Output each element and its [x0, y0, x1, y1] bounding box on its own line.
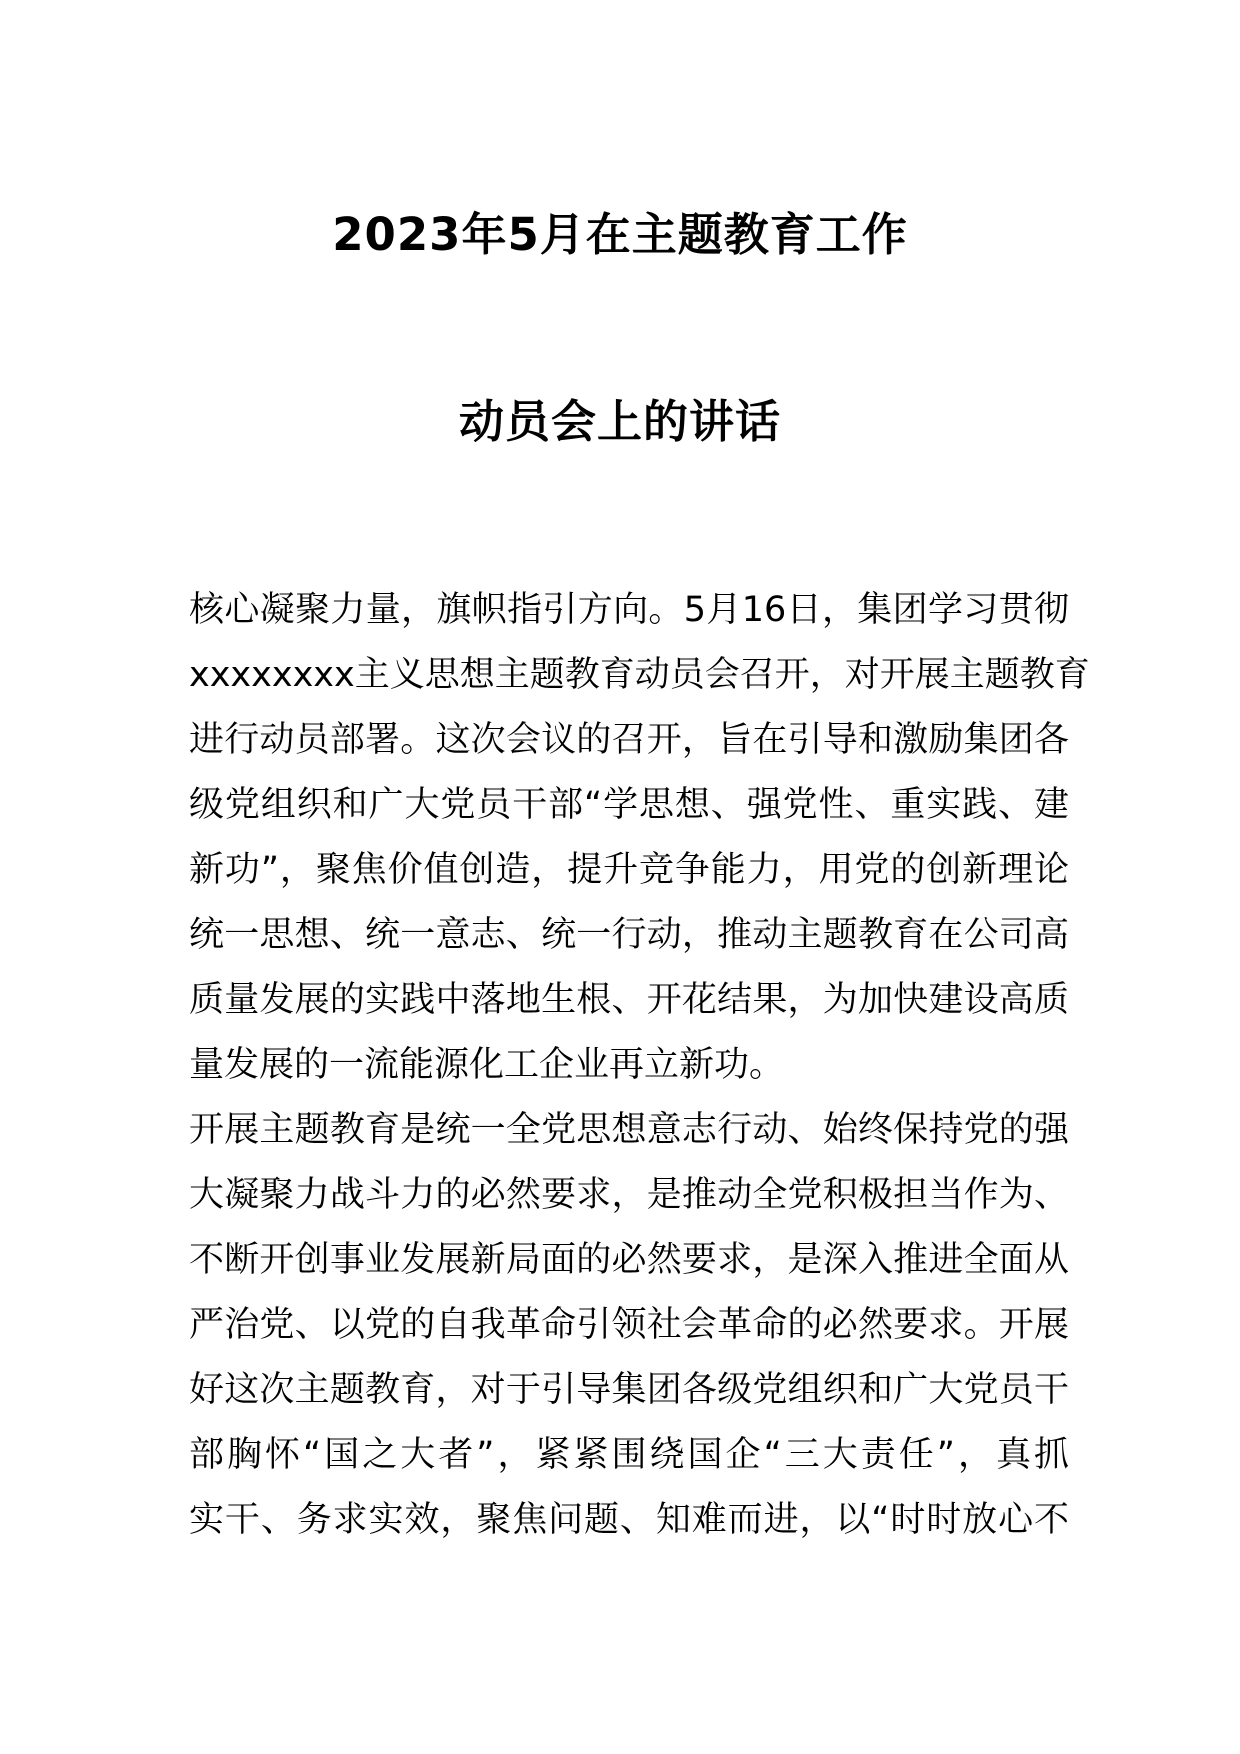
paragraph-1-line-6: 统一思想、统一意志、统一行动，推动主题教育在公司高 — [189, 915, 1069, 955]
paragraph-2-line-4: 严治党、以党的自我革命引领社会革命的必然要求。开展 — [189, 1305, 1069, 1345]
paragraph-1 — [189, 578, 1090, 1098]
paragraph-2-line-6: 部胸怀“国之大者”，紧紧围绕国企“三大责任”，真抓 — [189, 1435, 1069, 1475]
paragraph-2-line-3: 不断开创事业发展新局面的必然要求，是深入推进全面从 — [189, 1240, 1069, 1280]
document-body — [189, 578, 1090, 1553]
paragraph-1-line-3: 进行动员部署。这次会议的召开，旨在引导和激励集团各 — [189, 720, 1069, 760]
paragraph-1-line-8: 量发展的一流能源化工企业再立新功。 — [189, 1045, 785, 1085]
paragraph-2-line-5: 好这次主题教育，对于引导集团各级党组织和广大党员干 — [189, 1370, 1069, 1410]
paragraph-2 — [189, 1098, 1069, 1553]
document-title-line-2: 动员会上的讲话 — [458, 395, 781, 448]
paragraph-1-line-2: xxxxxxxx主义思想主题教育动员会召开，对开展主题教育 — [189, 655, 1090, 695]
paragraph-1-line-7: 质量发展的实践中落地生根、开花结果，为加快建设高质 — [189, 980, 1069, 1020]
paragraph-1-line-1: 核心凝聚力量，旗帜指引方向。5月16日，集团学习贯彻 — [189, 590, 1069, 630]
document-title-line-1: 2023年5月在主题教育工作 — [332, 208, 908, 261]
paragraph-2-line-2: 大凝聚力战斗力的必然要求，是推动全党积极担当作为、 — [189, 1175, 1069, 1215]
paragraph-2-line-1: 开展主题教育是统一全党思想意志行动、始终保持党的强 — [189, 1110, 1069, 1150]
paragraph-1-line-5: 新功”，聚焦价值创造，提升竞争能力，用党的创新理论 — [189, 850, 1069, 890]
paragraph-2-line-7: 实干、务求实效，聚焦问题、知难而进，以“时时放心不 — [189, 1500, 1069, 1540]
paragraph-1-line-4: 级党组织和广大党员干部“学思想、强党性、重实践、建 — [189, 785, 1069, 825]
